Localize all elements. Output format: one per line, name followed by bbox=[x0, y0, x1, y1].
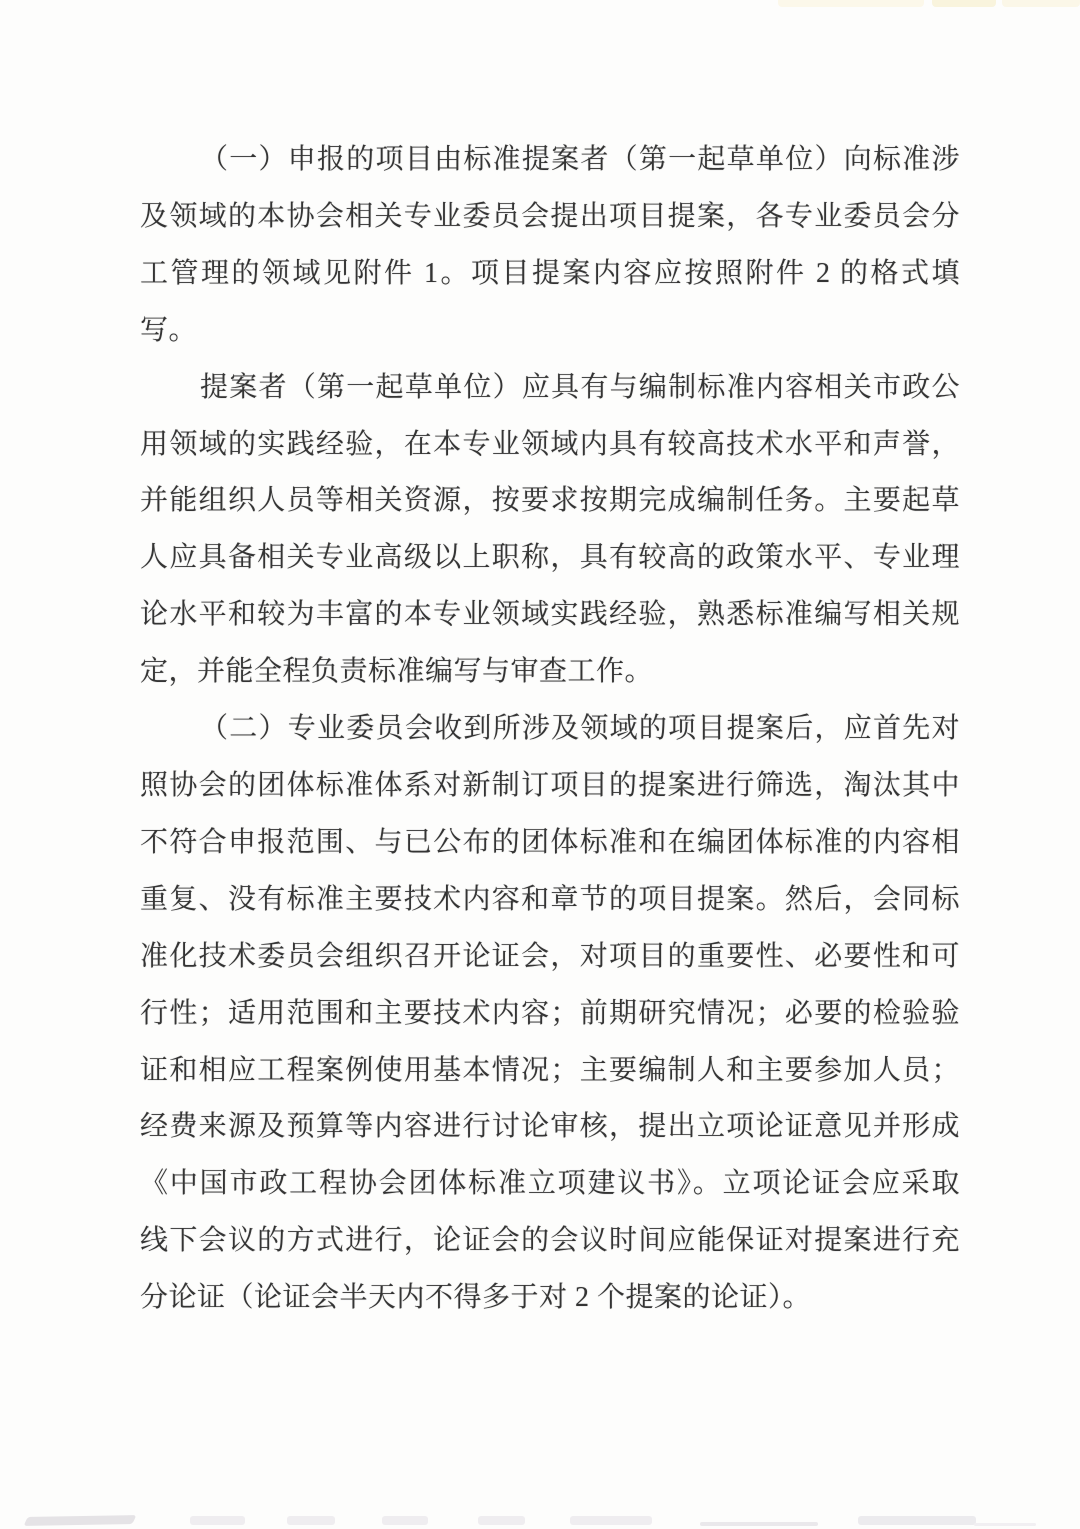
text-line: 工管理的领域见附件 1。项目提案内容应按照附件 2 的格式填 bbox=[140, 257, 960, 289]
text-line: 并能组织人员等相关资源，按要求按期完成编制任务。主要起草 bbox=[140, 485, 960, 517]
text-line: 准化技术委员会组织召开论证会，对项目的重要性、必要性和可 bbox=[140, 940, 960, 972]
text-line: 《中国市政工程协会团体标准立项建议书》。立项论证会应采取 bbox=[140, 1168, 960, 1200]
scan-smudge bbox=[700, 1522, 818, 1526]
text-line: 行性；适用范围和主要技术内容；前期研究情况；必要的检验验 bbox=[140, 997, 960, 1029]
scan-smudge bbox=[478, 1516, 525, 1525]
text-line: 照协会的团体标准体系对新制订项目的提案进行筛选，淘汰其中 bbox=[140, 769, 960, 801]
scan-smudge bbox=[382, 1516, 428, 1525]
scan-artifact-top bbox=[932, 0, 996, 7]
text-line: 提案者（第一起草单位）应具有与编制标准内容相关市政公 bbox=[200, 371, 960, 403]
text-line: 分论证（论证会半天内不得多于对 2 个提案的论证）。 bbox=[140, 1282, 812, 1314]
scan-artifact-top bbox=[778, 0, 924, 7]
scan-smudge bbox=[974, 1523, 1036, 1526]
text-line: （二）专业委员会收到所涉及领域的项目提案后，应首先对 bbox=[200, 713, 960, 745]
scan-smudge bbox=[858, 1516, 976, 1525]
scan-smudge bbox=[24, 1515, 137, 1526]
text-line: 证和相应工程案例使用基本情况；主要编制人和主要参加人员； bbox=[140, 1054, 960, 1086]
scan-smudge bbox=[287, 1516, 335, 1525]
text-line: 人应具备相关专业高级以上职称，具有较高的政策水平、专业理 bbox=[140, 542, 960, 574]
text-line: 写。 bbox=[140, 314, 198, 346]
text-line: 及领域的本协会相关专业委员会提出项目提案，各专业委员会分 bbox=[140, 200, 960, 232]
text-line: 用领域的实践经验，在本专业领域内具有较高技术水平和声誉， bbox=[140, 428, 960, 460]
text-line: （一）申报的项目由标准提案者（第一起草单位）向标准涉 bbox=[200, 144, 960, 175]
text-line: 定，并能全程负责标准编写与审查工作。 bbox=[140, 656, 654, 688]
document-text bbox=[140, 132, 960, 1327]
text-line: 重复、没有标准主要技术内容和章节的项目提案。然后，会同标 bbox=[140, 883, 960, 915]
scan-smudge bbox=[190, 1516, 245, 1525]
text-line: 线下会议的方式进行，论证会的会议时间应能保证对提案进行充 bbox=[140, 1225, 960, 1257]
scan-artifact-top bbox=[1002, 0, 1080, 7]
scan-smudge bbox=[570, 1516, 652, 1525]
text-line: 论水平和较为丰富的本专业领域实践经验，熟悉标准编写相关规 bbox=[140, 599, 960, 631]
text-line: 不符合申报范围、与已公布的团体标准和在编团体标准的内容相 bbox=[140, 826, 960, 858]
text-line: 经费来源及预算等内容进行讨论审核，提出立项论证意见并形成 bbox=[140, 1111, 960, 1143]
